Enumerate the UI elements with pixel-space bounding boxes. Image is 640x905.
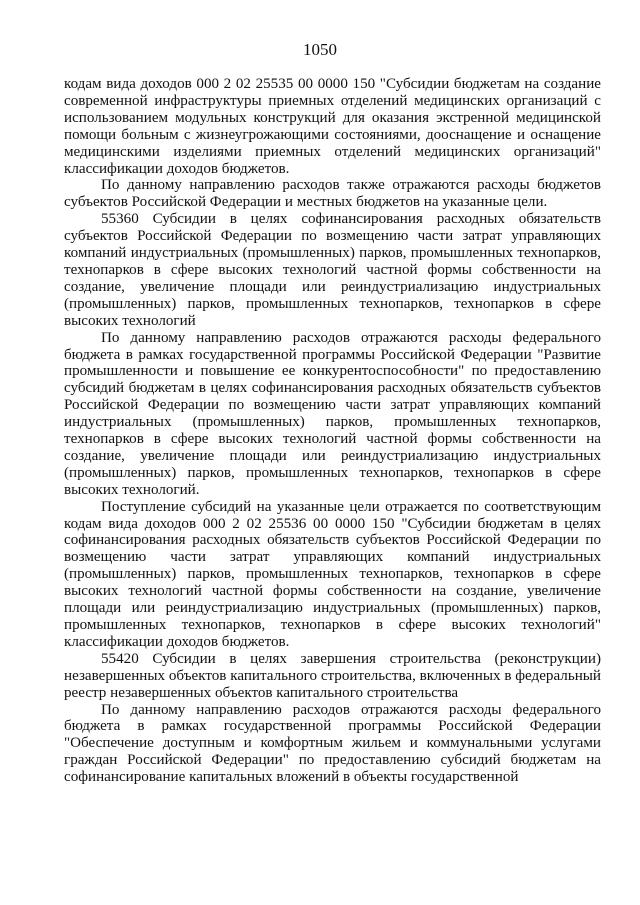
paragraph: По данному направлению расходов отражаются расходы федерального бюджета в рамках государственной программы Российской Федерации "Развитие промышленности и повышение ее конкурентоспособности" по предоставлению субсидий бюджетам в целях софинансирования расходных обязательств субъектов Российской Федерации по возмещению части затрат управляющих компаний индустриальных (промышленных) парков, промышленных технопарков, технопарков в сфере высоких технологий частной формы собственности на создание, увеличение площади или реиндустриализацию индустриальных (промышленных) парков, промышленных технопарков, технопарков в сфере высоких технологий. (64, 329, 601, 498)
paragraph: По данному направлению расходов также отражаются расходы бюджетов субъектов Российской Федерации и местных бюджетов на указанные цели. (64, 177, 601, 211)
paragraph: 55360 Субсидии в целях софинансирования расходных обязательств субъектов Российской Федерации по возмещению части затрат управляющих компаний индустриальных (промышленных) парков, промышленных технопарков, технопарков в сфере высоких технологий частной формы собственности на создание, увеличение площади или реиндустриализацию индустриальных (промышленных) парков, промышленных технопарков, технопарков в сфере высоких технологий (64, 211, 601, 329)
paragraph: По данному направлению расходов отражаются расходы федерального бюджета в рамках государственной программы Российской Федерации "Обеспечение доступным и комфортным жильем и коммунальными услугами граждан Российской Федерации" по предоставлению субсидий бюджетам на софинансирование капитальных вложений в объекты государственной (64, 701, 601, 786)
paragraph: Поступление субсидий на указанные цели отражается по соответствующим кодам вида доходов 000 2 02 25536 00 0000 150 "Субсидии бюджетам в целях софинансирования расходных обязательств субъектов Российской Федерации по возмещению части затрат управляющих компаний индустриальных (промышленных) парков, промышленных технопарков, технопарков в сфере высоких технологий частной формы собственности на создание, увеличение площади или реиндустриализацию индустриальных (промышленных) парков, промышленных технопарков, технопарков в сфере высоких технологий" классификации доходов бюджетов. (64, 498, 601, 650)
page-number: 1050 (303, 40, 337, 59)
paragraph: кодам вида доходов 000 2 02 25535 00 0000 150 "Субсидии бюджетам на создание современной инфраструктуры приемных отделений медицинских организаций с использованием модульных конструкций для оказания экстренной медицинской помощи больным с жизнеугрожающими состояниями, дооснащение и оснащение медицинскими изделиями приемных отделений медицинских организаций" классификации доходов бюджетов. (64, 76, 601, 177)
paragraph: 55420 Субсидии в целях завершения строительства (реконструкции) незавершенных объектов капитального строительства, включенных в федеральный реестр незавершенных объектов капитального строительства (64, 650, 601, 701)
document-body (64, 76, 601, 786)
